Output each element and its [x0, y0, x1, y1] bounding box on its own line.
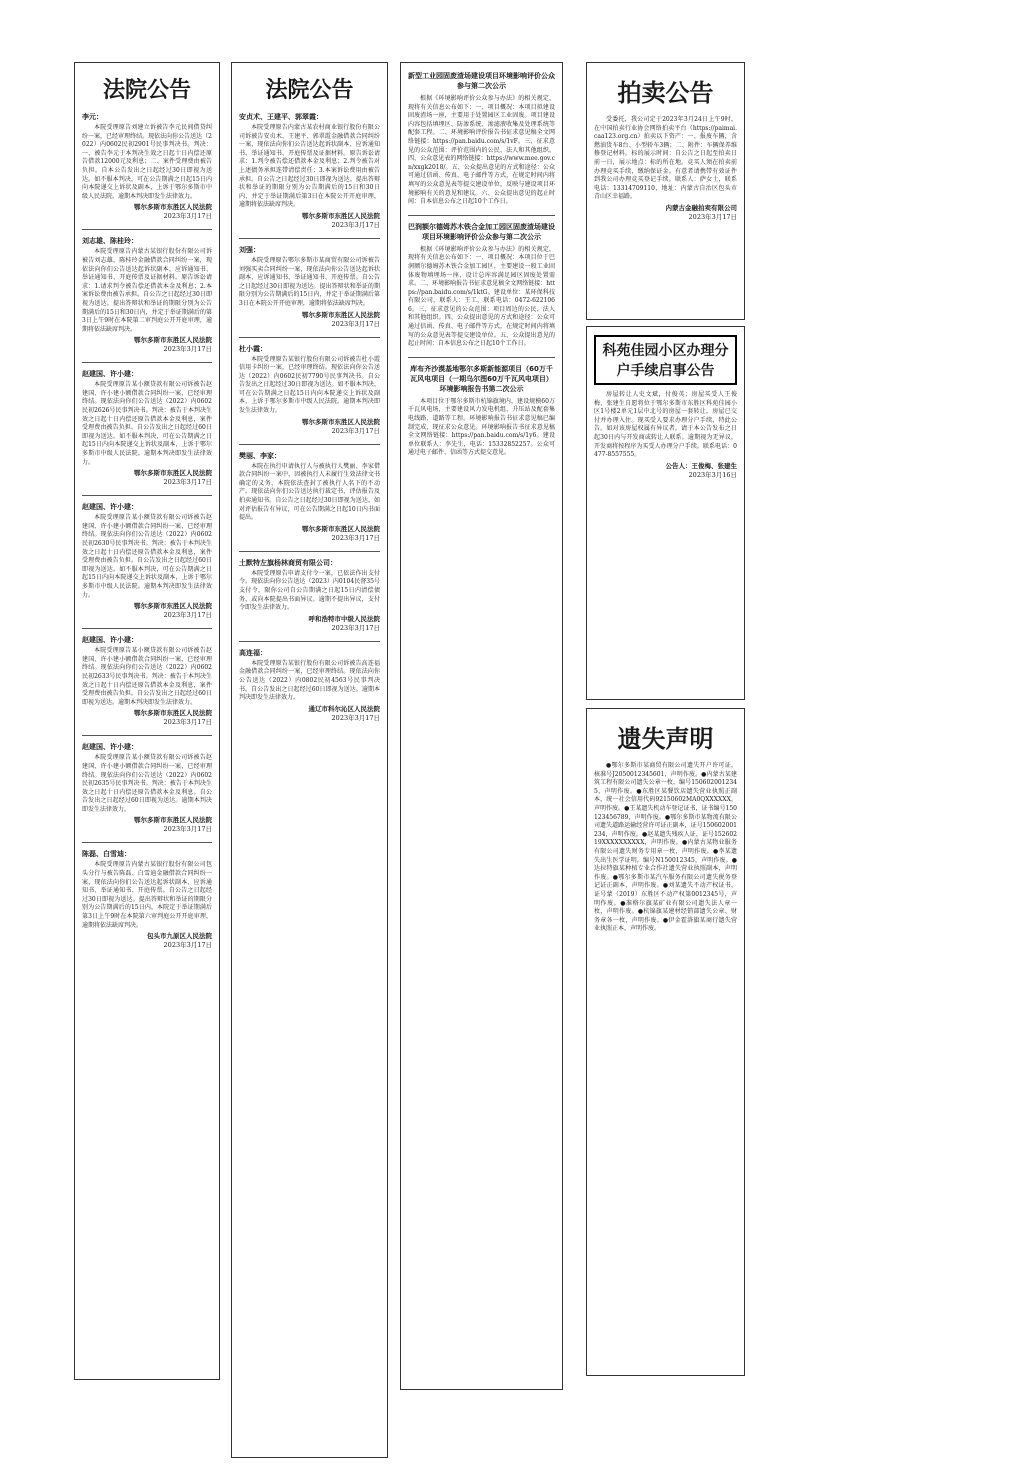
notice-body: 本院受理原告某小额贷款有限公司诉被告赵建国、许小建小额借款合同纠纷一案，已经审理终结。现依法向你们公告送达（2022）内0602民初2630号民事判决书。判决：被告于本判决生效之日起十日内偿还原告借款本金及利息，案件受理费由被告负担。自公告发出之日起经过60日即视为送达。如不服本判决，可在公告期满之日起15日内向本院递交上诉状及副本，上诉于鄂尔多斯市中级人民法院。逾期本判决即发生法律效力。 [82, 514, 212, 599]
court-notice [239, 558, 380, 633]
notice-addressee: 李元： [82, 113, 103, 121]
divider [82, 735, 212, 736]
environmental-notice [408, 222, 555, 349]
notice-addressee: 赵建国、许小建： [82, 503, 138, 512]
auction-body: 受委托，我公司定于2023年3月24日上午9时，在中国拍卖行业协会网络拍卖平台（https://paimai.caa123.org.cn）拍卖以下资产：一、报废车辆，含燃油货车8台、小型轿车3辆；二、附件：车辆保养维修登记材料。标的展示时间：自公告之日起至拍卖日前一日，展示地点：标的所在地。竞买人须在拍卖前办理竞买手续，缴纳保证金。有意者请携带有效证件到我公司办理竞买登记手续。联系人：萨女士，联系电话：13314709110，地址：内蒙古自治区包头市青山区幸福路。 [594, 116, 737, 201]
notice-body: 本院受理原告某银行股份有限公司诉被告杜小霞信用卡纠纷一案，已经审理终结。现依法向你公告送达（2022）内0602民初7790号民事判决书。自公告发出之日起经过30日即视为送达。如不服本判决，可在公告期满之日起15日内向本院递交上诉状及副本，上诉于鄂尔多斯市中级人民法院。逾期本判决即发生法律效力。 [239, 355, 380, 415]
notice-court: 鄂尔多斯市东胜区人民法院 [134, 816, 212, 825]
notice-court: 鄂尔多斯市东胜区人民法院 [134, 709, 212, 718]
housing-signer: 公告人：王俊梅、张建生 [665, 461, 737, 470]
court-notice [82, 502, 212, 620]
notice-body: 本院受理原告内蒙古某银行股份有限公司包头分行与被告陈磊、白雪迪金融借款合同纠纷一案，现依法向你们公告送达起诉状副本、应诉通知书、举证通知书、开庭传票。自公告之日起经过30日即视为送达。提出答辩状和举证的期限分别为公告期满后的15日内。本院定于举证期满后第3日上午9时在本院第六审判庭公开开庭审理，逾期将依法缺席判决。 [82, 861, 212, 929]
notice-heading: 新型工业园固废渣场建设项目环境影响评价公众参与第二次公示 [408, 72, 555, 90]
lost-body: ●鄂尔多斯市某商贸有限公司遗失开户许可证，核准号J2050012345601，声明作废。●内蒙古某建筑工程有限公司遗失公章一枚，编号1506020012345，声明作废。●东胜区某餐饮店遗失营业执照正副本，统一社会信用代码92150602MA0QXXXXXX，声明作废。●王某遗失机动车登记证书，证书编号150123456789，声明作废。●鄂尔多斯市某物流有限公司遗失道路运输经营许可证正副本，证号150602001234，声明作废。●赵某遗失残疾人证，证号15260219XXXXXXXXXX，声明作废。●内蒙古某物业服务有限公司遗失财务专用章一枚，声明作废。●李某遗失出生医学证明，编号N150012345，声明作废。●达拉特旗某种植专业合作社遗失营业执照副本，声明作废。●鄂尔多斯市某汽车服务有限公司遗失税务登记证正副本，声明作废。●刘某遗失不动产权证书，证号蒙（2019）东胜区不动产权第0012345号，声明作废。●准格尔旗某矿业有限公司遗失法人章一枚，声明作废。●杭锦旗某建材经销部遗失公章、财务章各一枚，声明作废。●伊金霍洛旗某商行遗失营业执照正本，声明作废。 [594, 762, 737, 933]
divider [82, 362, 212, 363]
divider [408, 357, 555, 358]
divider [82, 842, 212, 843]
notice-court: 鄂尔多斯市东胜区人民法院 [302, 524, 380, 533]
court-announcement-column-1 [74, 62, 220, 1380]
notice-date: 2023年3月17日 [331, 426, 380, 435]
court-notice [239, 245, 380, 329]
divider [239, 337, 380, 338]
court-notice [82, 112, 212, 221]
notice-court: 鄂尔多斯市东胜区人民法院 [134, 602, 212, 611]
section-title: 遗失声明 [617, 725, 714, 753]
notice-addressee: 赵建国、许小建： [82, 636, 138, 645]
section-title: 法院公告 [102, 78, 191, 103]
notice-date: 2023年3月17日 [163, 478, 212, 487]
notice-court: 通辽市科尔沁区人民法院 [308, 704, 380, 713]
court-announcement-column-2 [231, 62, 388, 1458]
notice-body: 本院受理原告某小额贷款有限公司诉被告赵建国、许小建小额借款合同纠纷一案，已经审理终结。现依法向你们公告送达（2022）内0602民初2626号民事判决书。判决：被告于本判决生效之日起十日内偿还原告借款本金及利息，案件受理费由被告负担。自公告发出之日起经过60日即视为送达。如不服本判决，可在公告期满之日起15日内向本院递交上诉状及副本，上诉于鄂尔多斯市中级人民法院。逾期本判决即发生法律效力。 [82, 381, 212, 466]
court-notice [82, 742, 212, 834]
notice-addressee: 高连福： [239, 648, 267, 657]
notice-date: 2023年3月17日 [163, 718, 212, 727]
court-notice [239, 451, 380, 543]
divider [82, 229, 212, 230]
notice-date: 2023年3月17日 [331, 713, 380, 722]
notice-date: 2023年3月17日 [163, 611, 212, 620]
notice-body: 本院受理原告某小额贷款有限公司诉被告赵建国、许小建小额借款合同纠纷一案，已经审理终结。现依法向你们公告送达（2022）内0602民初2633号民事判决书。判决：被告于本判决生效之日起十日内偿还原告借款本金及利息，案件受理费由被告负担。自公告发出之日起经过60日即视为送达。逾期本判决即发生法律效力。 [82, 647, 212, 706]
notice-date: 2023年3月17日 [331, 623, 380, 632]
notice-addressee: 赵建国、许小建： [82, 370, 138, 379]
lost-declaration [586, 708, 745, 1376]
divider [239, 551, 380, 552]
notice-addressee: 土默特左旗杨林商贸有限公司： [239, 558, 337, 567]
notice-addressee: 杜小霞： [239, 344, 267, 353]
court-notice [239, 648, 380, 723]
notice-court: 鄂尔多斯市东胜区人民法院 [134, 469, 212, 478]
housing-date: 2023年3月16日 [688, 470, 737, 479]
court-notice [82, 635, 212, 727]
notice-date: 2023年3月17日 [163, 345, 212, 354]
notice-date: 2023年3月17日 [331, 220, 380, 229]
divider [82, 628, 212, 629]
notice-addressee: 赵建国、许小建： [82, 743, 138, 752]
notice-body: 本院受理原告内蒙古某银行股份有限公司诉被告刘志雄、陈桂玲金融借款合同纠纷一案，现依法向你们公告送达起诉状副本、应诉通知书、举证通知书、开庭传票及证据材料。原告诉讼请求：1.请求判令被告偿还借款本金及利息；2.本案诉讼费由被告承担。自公告之日起经过30日即视为送达。提出答辩状和举证的期限分别为公告期满后的15日和30日内，并定于举证期满后的第3日上午9时在本院第二审判庭公开开庭审理，逾期将依法缺席判决。 [82, 248, 212, 333]
notice-court: 鄂尔多斯市东胜区人民法院 [134, 203, 212, 212]
notice-body: 本院受理原告刘建立诉被告李元民间借贷纠纷一案，已经审理终结。现依法向你公告送达（2022）内0602民初2901号民事判决书。判决：一、被告李元于本判决生效之日起十日内偿还原告借款12000元及利息；二、案件受理费由被告负担。自本公告发出之日起经过30日即视为送达。如不服本判决，可在公告期满之日起15日内向本院递交上诉状及副本，上诉于鄂尔多斯市中级人民法院。逾期本判决即发生法律效力。 [82, 124, 212, 200]
divider [239, 444, 380, 445]
divider [239, 641, 380, 642]
divider [239, 238, 380, 239]
court-notice [82, 236, 212, 354]
notice-heading: 库布齐沙漠基地鄂尔多斯新能源项目（60万千瓦风电项目（一期乌尔图60万千瓦风电项目）环境影响报告书第二次公示 [410, 364, 553, 393]
notice-addressee: 刘强： [239, 245, 260, 254]
court-notice [239, 112, 380, 230]
notice-date: 2023年3月17日 [163, 825, 212, 834]
notice-date: 2023年3月17日 [331, 533, 380, 542]
notice-court: 鄂尔多斯市东胜区人民法院 [302, 211, 380, 220]
notice-body: 本院受理原告申请支付令一案，已依法作出支付令。现依法向你公告送达（2023）内0104民督35号支付令，限你公司自公告期满之日起15日内清偿债务，或向本院提出书面异议。逾期不提出异议，支付令即发生法律效力。 [239, 569, 380, 612]
housing-split-notice [586, 326, 745, 700]
notice-heading: 巴润额尔德姆苏木铁合金加工园区固废渣场建设项目环境影响评价公众参与第二次公示 [408, 222, 555, 241]
court-notice [82, 369, 212, 487]
court-notice [82, 849, 212, 950]
section-title: 科苑佳园小区办理分户手续启事公告 [594, 335, 737, 385]
notice-body: 根据《环境影响评价公众参与办法》的相关规定，现将有关信息公布如下：一、项目概况：本项目拟建设固废渣场一座，主要用于处置园区工业固废。项目建设内容包括填埋区、防渗系统、渗滤液收集及处理系统等配套工程。二、环境影响评价报告书征求意见稿全文网络链接：https://pan.baidu.com/s/1vF。三、征求意见的公众范围：评价范围内的公民、法人和其他组织。四、公众意见表的网络链接：https://www.mee.gov.cn/xxgk2018/。五、公众提出意见的方式和途径：公众可通过信函、传真、电子邮件等方式，在规定时间内将填写的公众意见表等提交建设单位，反映与建设项目环境影响有关的意见和建议。六、公众提出意见的起止时间：自本信息公布之日起10个工作日。 [408, 95, 555, 206]
environmental-notice [408, 364, 555, 458]
notice-addressee: 陈磊、白雪迪： [82, 850, 131, 859]
notice-body: 本院受理原告鄂尔多斯市某商贸有限公司诉被告刘强买卖合同纠纷一案，现依法向你公告送达起诉状副本、应诉通知书、举证通知书、开庭传票。自公告之日起经过30日即视为送达。提出答辩状和举证的期限分别为公告期满后的15日内，并定于举证期满后第3日在本院公开开庭审理，逾期将依法缺席判决。 [239, 256, 380, 307]
notice-date: 2023年3月17日 [163, 212, 212, 221]
notice-addressee: 刘志雄、陈桂玲： [82, 237, 138, 246]
auction-announcement [586, 62, 745, 320]
section-title: 拍卖公告 [617, 79, 714, 107]
notice-body: 根据《环境影响评价公众参与办法》的相关规定，现将有关信息公布如下：一、项目概况：本项目位于巴润额尔德姆苏木铁合金加工园区，主要建设一般工业固体废物填埋场一座，设计总库容满足园区固废处置需求。二、环境影响报告书征求意见稿全文网络链接：https://pan.baidu.com/s/1ktG。建设单位：某环保科技有限公司，联系人：王工，联系电话：0472-6221066。三、征求意见的公众范围：项目周边的公民、法人和其他组织。四、公众提出意见的方式和途径：公众可通过信函、传真、电子邮件等方式，在规定时间内将填写的公众意见表等提交建设单位。五、公众提出意见的起止时间：自本信息公布之日起10个工作日。 [408, 245, 555, 348]
notice-body: 本院受理原告内蒙古某农村商业银行股份有限公司诉被告安贞术、王建平、郭翠霞金融借款合同纠纷一案，现依法向你们公告送达起诉状副本、应诉通知书、举证通知书、开庭传票及证据材料。原告诉讼请求：1.判令被告偿还借款本金及利息；2.判令被告对上述债务承担连带清偿责任；3.本案诉讼费用由被告承担。自公告之日起经过30日即视为送达。提出答辩状和举证的期限分别为公告期满后的15日和30日内，并定于举证期满后第3日在本院公开开庭审理，逾期将依法缺席判决。 [239, 124, 380, 209]
notice-body: 本院受理原告某小额贷款有限公司诉被告赵建国、许小建小额借款合同纠纷一案，已经审理终结。现依法向你们公告送达（2022）内0602民初2635号民事判决书。判决：被告于本判决生效之日起十日内偿还原告借款本金及利息。自公告发出之日起经过60日即视为送达。逾期本判决即发生法律效力。 [82, 754, 212, 813]
notice-court: 鄂尔多斯市东胜区人民法院 [134, 336, 212, 345]
notice-addressee: 樊丽、李家： [239, 451, 281, 460]
notice-court: 包头市九原区人民法院 [147, 932, 212, 941]
section-title: 法院公告 [265, 78, 354, 103]
notice-court: 呼和浩特市中级人民法院 [308, 614, 380, 623]
notice-date: 2023年3月17日 [331, 319, 380, 328]
auction-date: 2023年3月17日 [688, 212, 737, 221]
divider [408, 215, 555, 216]
housing-body: 房屋转让人史文斌，付俊英；房屋买受人王俊梅，张建生自愿将位于鄂尔多斯市东胜区科苑佳园小区1号楼2单元1层中北号的房屋一套转让，房屋已交付并办理入住。现买受人要求办理分户手续，特此公告。如对该房屋权属有异议者，请于本公告发布之日起30日内与开发商或转让人联系。逾期视为无异议，开发商将按程序为买受人办理分户手续。联系电话：0477-8557555。 [594, 391, 737, 459]
court-notice [239, 344, 380, 436]
divider [82, 495, 212, 496]
auction-signer: 内蒙古金融拍卖有限公司 [665, 203, 737, 212]
notice-date: 2023年3月17日 [163, 941, 212, 950]
notice-body: 本项目位于鄂尔多斯市杭锦旗境内，建设规模60万千瓦风电场，主要建设风力发电机组、升压站及配套集电线路、道路等工程。环境影响报告书征求意见稿已编制完成，现征求公众意见。环境影响报告书征求意见稿全文网络链接：https://pan.baidu.com/s/1y6。建设单位联系人：李先生，电话：15332852257。公众可通过电子邮件、信函等方式提交意见。 [408, 397, 555, 457]
notice-body: 本院受理原告某银行股份有限公司诉被告高连福金融借款合同纠纷一案，已经审理终结。现依法向你公告送达（2022）内0802民初4563号民事判决书。自公告发出之日起经过60日即视为送达。逾期本判决即发生法律效力。 [239, 659, 380, 702]
environmental-notice [408, 71, 555, 207]
notice-court: 鄂尔多斯市东胜区人民法院 [302, 417, 380, 426]
notice-body: 本院在执行申请执行人与被执行人樊丽、李家借款合同纠纷一案中，因被执行人未履行生效法律文书确定的义务，本院依法查封了被执行人名下的不动产。现依法向你们公告送达执行裁定书、评估报告及拍卖通知书。自公告之日起经过30日即视为送达。如对评估报告有异议，可在公告期满之日起10日内书面提出。 [239, 462, 380, 522]
notice-addressee: 安贞术、王建平、郭翠霞： [239, 113, 323, 121]
environmental-notice-column [400, 62, 563, 1390]
notice-court: 鄂尔多斯市东胜区人民法院 [302, 310, 380, 319]
